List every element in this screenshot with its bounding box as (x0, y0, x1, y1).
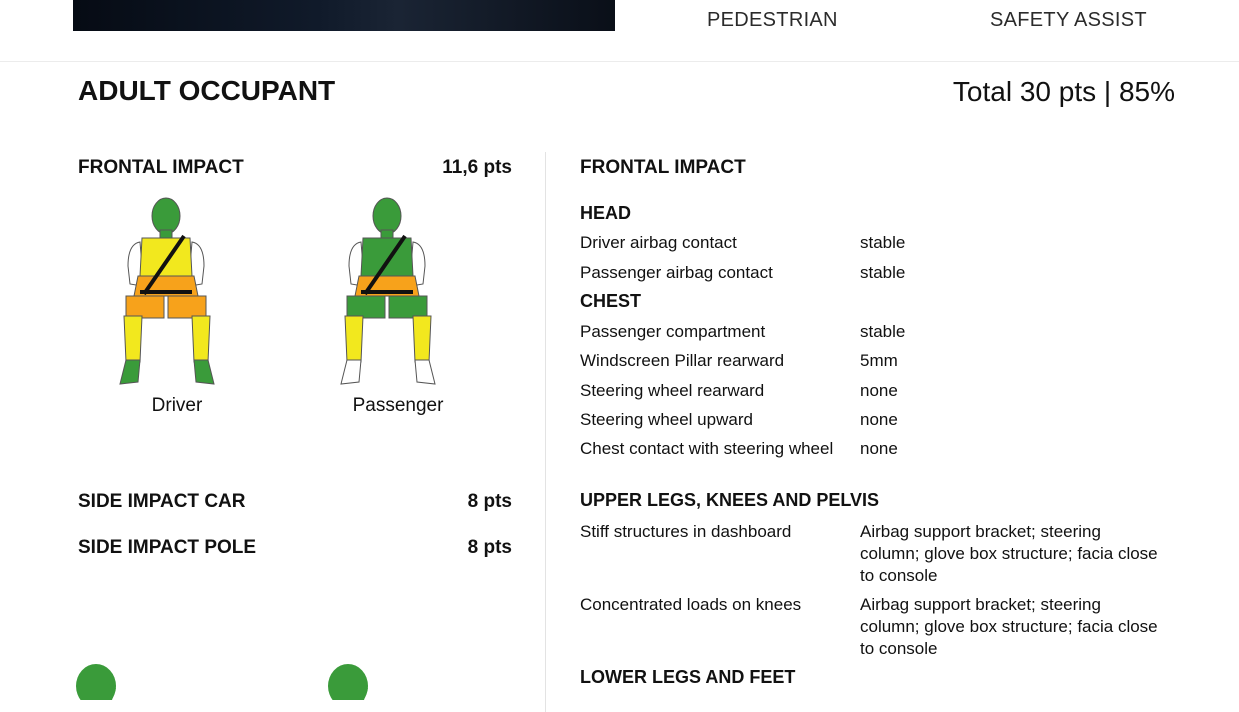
lower-legs-heading: LOWER LEGS AND FEET (580, 667, 796, 687)
detail-label: Stiff structures in dashboard (580, 522, 792, 541)
hero-banner-image (73, 0, 615, 31)
dummy-lower-legs (192, 316, 210, 362)
dummy-upper-legs (126, 296, 164, 318)
dummy-lower-legs (124, 316, 142, 362)
side-impact-car-label: SIDE IMPACT CAR (78, 491, 246, 512)
detail-value: none (860, 439, 898, 458)
detail-label: Driver airbag contact (580, 233, 737, 252)
dummy-chest (361, 238, 413, 276)
dummy-chest (140, 238, 192, 276)
driver-dummy-diagram (112, 192, 242, 392)
dummy-head (373, 198, 401, 234)
frontal-impact-details-title: FRONTAL IMPACT (580, 157, 746, 178)
dummy-upper-legs (389, 296, 427, 318)
frontal-impact-points: 11,6 pts (442, 157, 512, 178)
dummy-feet (120, 360, 140, 384)
detail-value: 5mm (860, 351, 898, 370)
detail-label: Concentrated loads on knees (580, 595, 802, 614)
tab-pedestrian[interactable]: PEDESTRIAN (707, 9, 838, 31)
legs-heading: UPPER LEGS, KNEES AND PELVIS (580, 490, 880, 510)
dummy-lower-legs (345, 316, 363, 362)
tab-safety-assist[interactable]: SAFETY ASSIST (990, 9, 1147, 31)
column-divider (545, 152, 546, 712)
dummy-head (152, 198, 180, 234)
detail-label: Chest contact with steering wheel (580, 439, 834, 458)
dummy-head (381, 230, 393, 238)
side-pole-dummy-head (322, 660, 382, 700)
side-car-dummy-head (70, 660, 130, 700)
side-impact-car-points: 8 pts (467, 491, 512, 512)
dummy-feet (194, 360, 214, 384)
section-total: Total 30 pts | 85% (952, 76, 1175, 107)
detail-value: stable (860, 233, 906, 252)
detail-value: Airbag support bracket; steering column; glove box structure; facia close to console (860, 522, 1158, 585)
detail-label: Windscreen Pillar rearward (580, 351, 785, 370)
dummy-feet (415, 360, 435, 384)
head-heading: HEAD (580, 203, 632, 223)
detail-label: Passenger airbag contact (580, 263, 773, 282)
detail-label: Steering wheel rearward (580, 381, 765, 400)
chest-heading: CHEST (580, 291, 642, 311)
detail-value: Airbag support bracket; steering column; glove box structure; facia close to console (860, 595, 1158, 658)
detail-value: none (860, 410, 898, 429)
side-impact-pole-points: 8 pts (467, 537, 512, 558)
dummy-upper-legs (168, 296, 206, 318)
dummy-feet (341, 360, 361, 384)
detail-value: none (860, 381, 898, 400)
side-impact-pole-label: SIDE IMPACT POLE (78, 537, 257, 558)
detail-label: Passenger compartment (580, 322, 766, 341)
driver-label: Driver (151, 395, 203, 416)
section-title: ADULT OCCUPANT (78, 75, 336, 106)
passenger-label: Passenger (352, 395, 444, 416)
passenger-dummy-diagram (333, 192, 463, 392)
frontal-impact-label: FRONTAL IMPACT (78, 157, 244, 178)
detail-value: stable (860, 322, 906, 341)
dummy-head (160, 230, 172, 238)
header-divider (0, 61, 1239, 62)
detail-value: stable (860, 263, 906, 282)
detail-label: Steering wheel upward (580, 410, 753, 429)
dummy-lower-legs (413, 316, 431, 362)
dummy-upper-legs (347, 296, 385, 318)
